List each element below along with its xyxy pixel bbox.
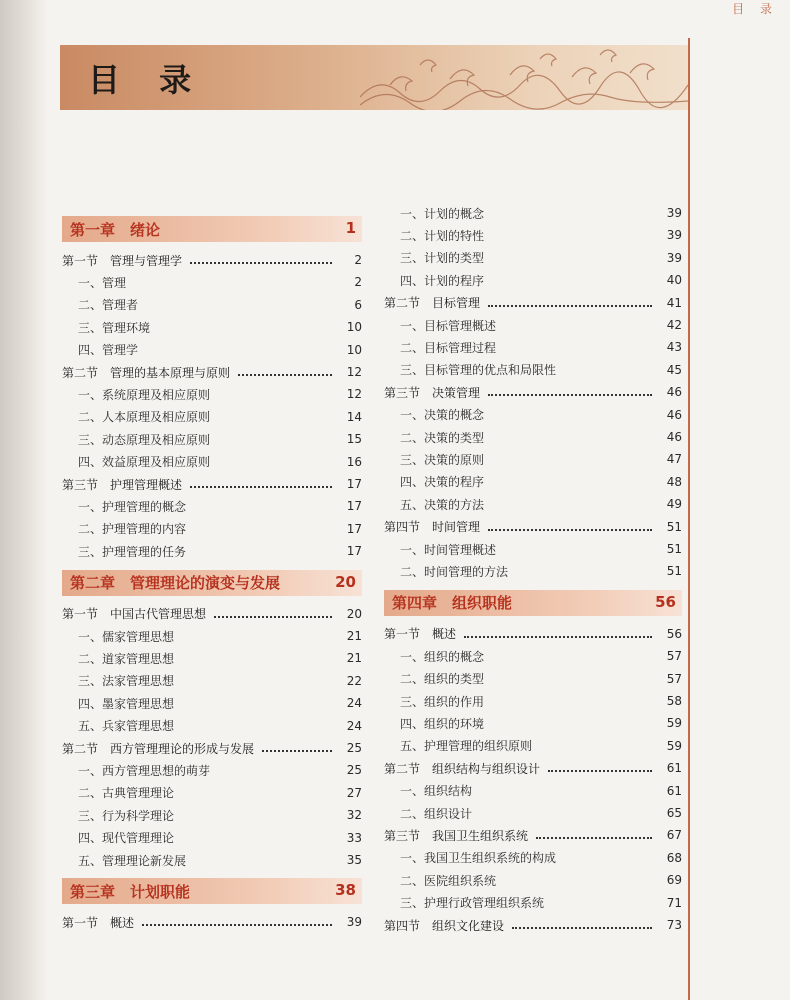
toc-item[interactable] <box>62 850 362 870</box>
chapter-title: 第四章 组织职能 <box>392 594 513 613</box>
entry-page: 51 <box>666 542 682 556</box>
toc-item[interactable] <box>62 693 362 713</box>
entry-page: 51 <box>666 564 682 579</box>
entry-page: 27 <box>346 785 362 800</box>
toc-item[interactable] <box>384 494 682 514</box>
toc-item[interactable] <box>384 669 682 689</box>
entry-page: 10 <box>346 320 362 335</box>
entry-label: 二、护理管理的内容 <box>78 522 187 537</box>
toc-item[interactable] <box>384 870 682 890</box>
entry-page: 61 <box>666 761 682 776</box>
entry-label: 二、计划的特性 <box>400 228 485 243</box>
toc-item[interactable] <box>384 848 682 868</box>
toc-item[interactable] <box>62 317 362 337</box>
entry-page: 71 <box>666 895 682 910</box>
entry-label: 第三节 护理管理概述 <box>62 477 183 492</box>
entry-label: 一、目标管理概述 <box>400 318 497 333</box>
entry-label: 第一节 概述 <box>384 627 457 642</box>
entry-label: 第三节 决策管理 <box>384 385 481 400</box>
toc-item[interactable] <box>62 541 362 561</box>
section-entry[interactable] <box>384 624 682 644</box>
toc-item[interactable] <box>62 496 362 516</box>
dot-leader <box>488 529 652 531</box>
dot-leader <box>536 837 652 839</box>
toc-item[interactable] <box>62 716 362 736</box>
entry-page: 39 <box>666 206 682 220</box>
toc-item[interactable] <box>384 405 682 425</box>
entry-page: 12 <box>346 387 362 402</box>
entry-page: 69 <box>666 873 682 888</box>
entry-page: 67 <box>666 828 682 843</box>
toc-item[interactable] <box>384 713 682 733</box>
toc-item[interactable] <box>62 295 362 315</box>
toc-banner <box>60 45 688 110</box>
toc-item[interactable] <box>62 828 362 848</box>
entry-page: 2 <box>354 275 362 290</box>
entry-label: 一、护理管理的概念 <box>78 499 187 514</box>
section-entry[interactable] <box>384 382 682 402</box>
chapter-page: 20 <box>335 572 356 591</box>
entry-label: 四、决策的程序 <box>400 475 485 490</box>
toc-item[interactable] <box>384 646 682 666</box>
entry-label: 第四节 组织文化建设 <box>384 918 505 933</box>
entry-label: 三、目标管理的优点和局限性 <box>400 363 557 378</box>
entry-label: 四、管理学 <box>78 343 139 358</box>
toc-item[interactable] <box>384 539 682 559</box>
entry-label: 一、我国卫生组织系统的构成 <box>400 851 557 866</box>
dot-leader <box>238 374 332 376</box>
entry-page: 65 <box>666 806 682 820</box>
entry-page: 17 <box>346 544 362 559</box>
dot-leader <box>190 486 332 488</box>
section-entry[interactable] <box>62 250 362 270</box>
toc-item[interactable] <box>384 736 682 756</box>
chapter-heading[interactable] <box>62 878 362 904</box>
page-title: 目 录 <box>88 61 206 99</box>
toc-item[interactable] <box>62 429 362 449</box>
toc-item[interactable] <box>384 803 682 823</box>
chapter-title: 第三章 计划职能 <box>70 882 191 901</box>
entry-page: 48 <box>666 474 682 489</box>
entry-page: 43 <box>666 340 682 355</box>
entry-label: 第二节 西方管理理论的形成与发展 <box>62 741 255 756</box>
section-entry[interactable] <box>384 758 682 778</box>
entry-page: 61 <box>666 783 682 798</box>
entry-label: 二、组织设计 <box>400 806 473 821</box>
entry-page: 35 <box>346 853 362 867</box>
frame-rule <box>688 38 690 1000</box>
entry-page: 39 <box>666 250 682 265</box>
entry-page: 16 <box>346 454 362 469</box>
entry-page: 15 <box>346 432 362 447</box>
dot-leader <box>464 636 652 638</box>
entry-page: 39 <box>346 915 362 930</box>
dot-leader <box>548 770 652 772</box>
entry-label: 三、组织的作用 <box>400 694 485 709</box>
entry-label: 三、护理管理的任务 <box>78 544 187 559</box>
toc-item[interactable] <box>62 340 362 360</box>
entry-page: 46 <box>666 430 682 444</box>
toc-item[interactable] <box>62 626 362 646</box>
entry-label: 二、古典管理理论 <box>78 786 175 801</box>
toc-item[interactable] <box>384 203 682 223</box>
entry-page: 46 <box>666 407 682 422</box>
dot-leader <box>262 750 332 752</box>
entry-page: 51 <box>666 519 682 534</box>
entry-label: 四、墨家管理思想 <box>78 696 175 711</box>
section-entry[interactable] <box>62 912 362 932</box>
toc-item[interactable] <box>384 561 682 581</box>
toc-item[interactable] <box>62 407 362 427</box>
entry-label: 第一节 概述 <box>62 915 135 930</box>
entry-label: 二、时间管理的方法 <box>400 564 509 579</box>
entry-page: 17 <box>346 521 362 536</box>
entry-page: 68 <box>666 850 682 865</box>
entry-label: 二、道家管理思想 <box>78 651 175 666</box>
toc-item[interactable] <box>384 472 682 492</box>
page-gutter-shadow <box>0 0 48 1000</box>
entry-label: 二、目标管理过程 <box>400 340 497 355</box>
entry-label: 一、计划的概念 <box>400 206 485 221</box>
dot-leader <box>488 305 652 307</box>
entry-page: 17 <box>346 499 362 514</box>
toc-item[interactable] <box>384 315 682 335</box>
dot-leader <box>488 394 652 396</box>
chapter-page: 38 <box>335 881 356 900</box>
toc-item[interactable] <box>384 270 682 290</box>
dot-leader <box>190 262 332 264</box>
entry-label: 第一节 中国古代管理思想 <box>62 607 207 622</box>
entry-label: 第一节 管理与管理学 <box>62 253 183 268</box>
entry-page: 49 <box>666 497 682 512</box>
chapter-heading[interactable] <box>384 590 682 616</box>
entry-page: 41 <box>666 295 682 310</box>
toc-item[interactable] <box>384 360 682 380</box>
toc-item[interactable] <box>62 384 362 404</box>
section-entry[interactable] <box>384 915 682 935</box>
entry-page: 12 <box>346 365 362 379</box>
entry-label: 一、儒家管理思想 <box>78 629 175 644</box>
section-entry[interactable] <box>62 362 362 382</box>
entry-page: 57 <box>666 671 682 686</box>
section-entry[interactable] <box>384 293 682 313</box>
entry-label: 三、动态原理及相应原则 <box>78 432 211 447</box>
dot-leader <box>214 616 332 618</box>
section-entry[interactable] <box>62 604 362 624</box>
entry-page: 24 <box>346 696 362 711</box>
entry-label: 二、管理者 <box>78 298 139 313</box>
entry-label: 三、护理行政管理组织系统 <box>400 896 545 911</box>
section-entry[interactable] <box>384 825 682 845</box>
entry-label: 二、决策的类型 <box>400 430 485 445</box>
chapter-heading[interactable] <box>62 216 362 242</box>
entry-label: 四、计划的程序 <box>400 273 485 288</box>
chapter-title: 第一章 绪论 <box>70 220 161 239</box>
toc-item[interactable] <box>384 781 682 801</box>
entry-label: 三、决策的原则 <box>400 452 485 467</box>
toc-item[interactable] <box>384 893 682 913</box>
entry-page: 59 <box>666 738 682 753</box>
entry-label: 一、组织的概念 <box>400 649 485 664</box>
entry-label: 一、时间管理概述 <box>400 542 497 557</box>
entry-label: 四、效益原理及相应原则 <box>78 455 211 470</box>
entry-label: 五、护理管理的组织原则 <box>400 739 533 754</box>
toc-item[interactable] <box>62 671 362 691</box>
toc-item[interactable] <box>62 783 362 803</box>
entry-page: 17 <box>346 477 362 491</box>
entry-page: 56 <box>666 626 682 641</box>
entry-page: 22 <box>346 673 362 688</box>
toc-item[interactable] <box>384 337 682 357</box>
chapter-title: 第二章 管理理论的演变与发展 <box>70 574 281 593</box>
entry-page: 14 <box>346 409 362 424</box>
entry-page: 6 <box>354 297 362 312</box>
entry-page: 45 <box>666 362 682 377</box>
entry-label: 一、决策的概念 <box>400 408 485 423</box>
entry-label: 五、兵家管理思想 <box>78 719 175 734</box>
entry-label: 一、西方管理思想的萌芽 <box>78 763 211 778</box>
chapter-page: 56 <box>655 592 676 611</box>
entry-page: 21 <box>346 629 362 643</box>
toc-item[interactable] <box>384 691 682 711</box>
entry-page: 46 <box>666 385 682 400</box>
entry-label: 第四节 时间管理 <box>384 520 481 535</box>
entry-label: 四、现代管理理论 <box>78 831 175 846</box>
entry-page: 73 <box>666 918 682 932</box>
entry-label: 第二节 目标管理 <box>384 296 481 311</box>
entry-label: 第二节 组织结构与组织设计 <box>384 761 541 776</box>
chapter-heading[interactable] <box>62 570 362 596</box>
entry-page: 47 <box>666 452 682 467</box>
entry-page: 40 <box>666 273 682 288</box>
entry-page: 59 <box>666 716 682 731</box>
entry-page: 24 <box>346 718 362 733</box>
entry-label: 一、系统原理及相应原则 <box>78 387 211 402</box>
dot-leader <box>512 927 652 929</box>
entry-page: 58 <box>666 694 682 708</box>
chapter-page: 1 <box>345 219 356 237</box>
entry-label: 三、法家管理思想 <box>78 674 175 689</box>
entry-page: 33 <box>346 830 362 845</box>
entry-label: 第三节 我国卫生组织系统 <box>384 828 529 843</box>
entry-label: 一、管理 <box>78 275 127 290</box>
entry-label: 三、计划的类型 <box>400 251 485 266</box>
entry-label: 四、组织的环境 <box>400 716 485 731</box>
section-entry[interactable] <box>384 517 682 537</box>
entry-label: 二、组织的类型 <box>400 672 485 687</box>
toc-item[interactable] <box>384 248 682 268</box>
toc-item[interactable] <box>62 760 362 780</box>
toc-item[interactable] <box>62 272 362 292</box>
entry-label: 一、组织结构 <box>400 784 473 799</box>
section-entry[interactable] <box>62 738 362 758</box>
toc-item[interactable] <box>62 452 362 472</box>
entry-label: 三、行为科学理论 <box>78 808 175 823</box>
entry-label: 五、管理理论新发展 <box>78 853 187 868</box>
entry-page: 25 <box>346 763 362 778</box>
entry-page: 25 <box>346 741 362 755</box>
wave-pattern-icon <box>360 45 688 110</box>
dot-leader <box>142 924 332 926</box>
entry-label: 二、医院组织系统 <box>400 873 497 888</box>
toc-item[interactable] <box>62 805 362 825</box>
section-entry[interactable] <box>62 474 362 494</box>
entry-label: 五、决策的方法 <box>400 497 485 512</box>
toc-item[interactable] <box>384 225 682 245</box>
entry-page: 20 <box>346 606 362 621</box>
toc-item[interactable] <box>384 449 682 469</box>
toc-item[interactable] <box>62 648 362 668</box>
toc-item[interactable] <box>384 427 682 447</box>
entry-page: 10 <box>346 342 362 357</box>
entry-page: 57 <box>666 649 682 664</box>
entry-page: 2 <box>354 253 362 267</box>
toc-item[interactable] <box>62 519 362 539</box>
entry-page: 32 <box>346 808 362 823</box>
entry-page: 39 <box>666 228 682 243</box>
entry-page: 21 <box>346 651 362 666</box>
running-header: 目 录 <box>732 2 778 16</box>
entry-page: 42 <box>666 318 682 332</box>
entry-label: 三、管理环境 <box>78 320 151 335</box>
entry-label: 第二节 管理的基本原理与原则 <box>62 365 231 380</box>
entry-label: 二、人本原理及相应原则 <box>78 410 211 425</box>
